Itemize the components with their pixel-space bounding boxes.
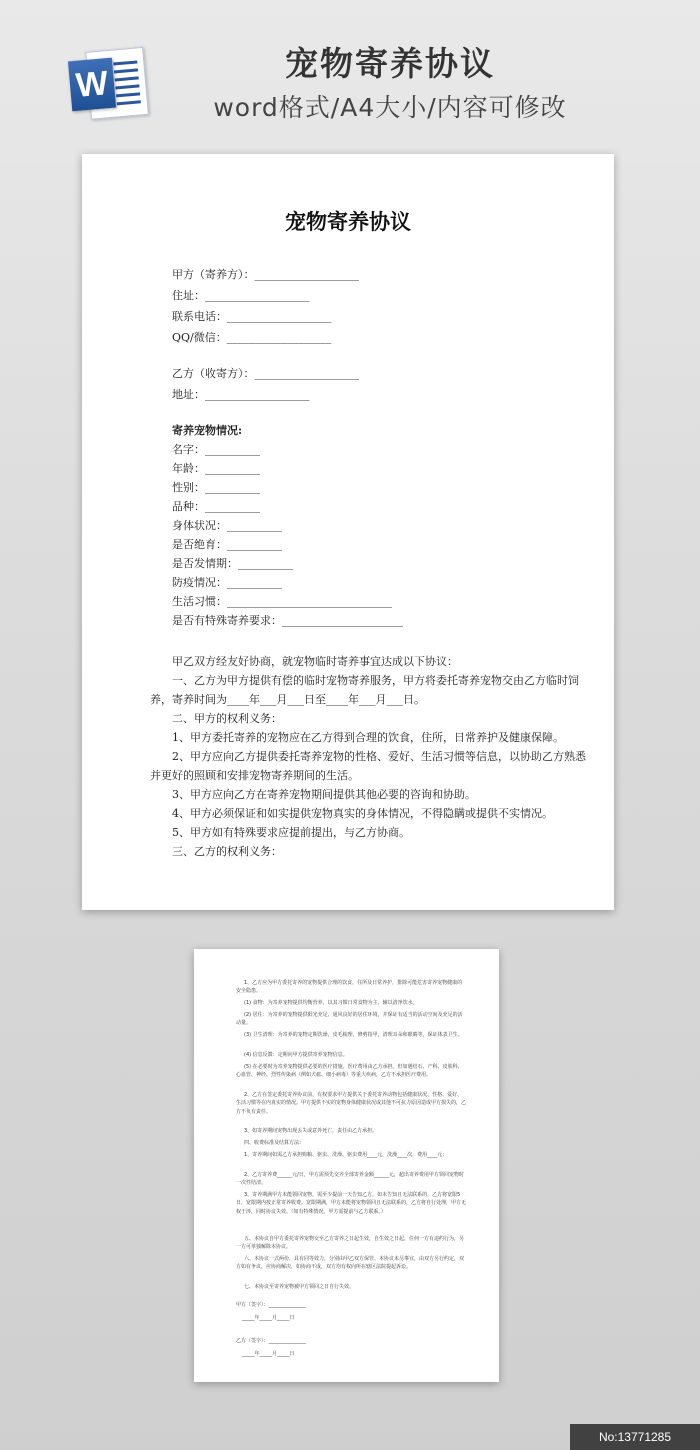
page2-line: 五、本协议自甲方委托寄养宠物交至乙方寄养之日起生效，自生效之日起，任何一方有违约行为，另一方可单独解除本协议。 (236, 1236, 465, 1251)
agreement-paragraph: 三、乙方的权利义务： (172, 845, 282, 858)
agreement-paragraph: 4、甲方必须保证和如实提供宠物真实的身体情况，不得隐瞒或提供不实情况。 (172, 807, 553, 820)
page2-line: (5) 在必要时为寄养宠物提供必要的医疗措施，医疗费用由乙方承担。但如遇结石、产科、皮肤科、心血管、神经、烈性传染病（例如犬瘟、细小病毒）等重大疾病，乙方不承担医疗费用。 (236, 1064, 463, 1079)
word-icon-letter: W (68, 58, 116, 112)
page2-line: 1、寄养期间如需乙方承担购粮、驱虫、洗澡、驱虫费用____元，洗澡____次，费用____元； (244, 1152, 448, 1158)
document-page-1 (82, 154, 614, 910)
page2-line: (2) 居住：为寄养的宠物提供阳光充足、通风良好的居住环境，并保证有适当的活动空间及充足的活动量。 (236, 1012, 463, 1027)
page2-line: 2、乙方寄养费______元/日，甲方需预先交齐全部寄养金额______元，超出寄养费用甲方领回宠物时一次性结清。 (236, 1172, 464, 1187)
pet-heading: 寄养宠物情况: (172, 424, 243, 437)
pet-field: 品种：__________ (172, 500, 260, 513)
page2-line: 四、收费标准及结算方法： (244, 1140, 305, 1146)
page-subtitle: word格式/A4大小/内容可修改 (213, 93, 567, 122)
pet-field: 防疫情况：__________ (172, 576, 282, 589)
party-a-line: QQ/微信：___________________ (172, 331, 332, 344)
agreement-paragraph: 5、甲方如有特殊要求应提前提出，与乙方协商。 (172, 826, 410, 839)
pet-field: 是否发情期：__________ (172, 557, 293, 570)
pet-field: 年龄：__________ (172, 462, 260, 475)
page-title: 宠物寄养协议 (285, 44, 495, 83)
party-a-line: 联系电话：___________________ (172, 310, 332, 323)
party-a-line: 住址：___________________ (172, 289, 310, 302)
page2-line: (4) 信息反馈：定期向甲方提供寄养宠物信息。 (244, 1052, 348, 1058)
pet-field: 名字：__________ (172, 443, 260, 456)
page2-line: 六、本协议一式两份，具有同等效力，分别由甲乙双方保管。本协议未尽事宜，由双方另行约定，双方如有争议，应协商解决，如协商不成，双方均有权向所在辖区法院提起诉讼。 (236, 1256, 465, 1271)
page2-line: (3) 卫生清理：为寄养的宠物定期洗澡，皮毛梳理，修剪指甲，清理耳朵和眼睛等，保证体表卫生。 (244, 1032, 463, 1038)
image-number: No:13771285 (570, 1424, 700, 1450)
page2-line: 七、本协议至寄养宠物被甲方领回之日自行失效。 (244, 1284, 355, 1290)
agreement-paragraph: 1、甲方委托寄养的宠物应在乙方得到合理的饮食，住所，日常养护及健康保障。 (172, 731, 564, 744)
party-a-line: 甲方（寄养方）：___________________ (172, 268, 359, 281)
page2-line: 3、寄养期满甲方未能领回宠物，需至少提前一天告知乙方。如未告知且无法联系的，乙方将宽限5日，宽限期内按正常寄养收费。宽限期满，甲方未能将宠物领回且无法联系的，乙方将自行处理，甲方无权干涉，同时协议失效。（如有特殊情况，甲方需提前与乙方联系。） (236, 1192, 467, 1215)
pet-field: 是否有特殊寄养要求：______________________ (172, 614, 403, 627)
page2-line: 3、如寄养期间宠物出现丢失或意外死亡，责任由乙方承担。 (244, 1128, 378, 1134)
page2-line: 1、乙方应为甲方委托寄养的宠物提供合理的饮食，住所及日常养护，排除可能危害寄养宠物健康的安全隐患。 (236, 980, 463, 995)
agreement-paragraph: 一、乙方为甲方提供有偿的临时宠物寄养服务，甲方将委托寄养宠物交由乙方临时饲养，寄养时间为____年___月___日至____年___月___日。 (150, 674, 579, 706)
agreement-paragraph: 甲乙双方经友好协商，就宠物临时寄养事宜达成以下协议： (172, 655, 458, 668)
signature-line: 乙方（签字）：_______________ (236, 1338, 307, 1344)
document-page-2 (194, 949, 499, 1382)
party-b-line: 地址：___________________ (172, 388, 310, 401)
agreement-paragraph: 二、甲方的权利义务： (172, 712, 282, 725)
signature-line: 甲方（签字）：_______________ (236, 1302, 307, 1308)
pet-field: 是否绝育：__________ (172, 538, 282, 551)
page2-line: 2、乙方在签定委托寄养协议前，有权要求甲方提供关于委托寄养动物包括健康状况、性格、爱好、生活习惯等在内真实的情况。甲方提供不实的宠物身体健康状况或其他不可抗力原因造成甲方损失的，乙方不负有责任。 (236, 1092, 467, 1115)
party-b-line: 乙方（收寄方）：___________________ (172, 367, 359, 380)
pet-field: 性别：__________ (172, 481, 260, 494)
pet-field: 身体状况：__________ (172, 519, 282, 532)
agreement-paragraph: 2、甲方应向乙方提供委托寄养宠物的性格、爱好、生活习惯等信息，以协助乙方熟悉并更好的照顾和安排宠物寄养期间的生活。 (150, 750, 586, 782)
agreement-paragraph: 3、甲方应向乙方在寄养宠物期间提供其他必要的咨询和协助。 (172, 788, 476, 801)
pet-field: 生活习惯：______________________________ (172, 595, 392, 608)
date-line: _____年_____月_____日 (242, 1315, 295, 1321)
page2-line: (1) 食物：为寄养宠物提供均衡营养，以其习惯日常食物为主，辅以清净饮水。 (244, 1000, 418, 1006)
word-icon (65, 39, 154, 128)
document-title: 宠物寄养协议 (285, 209, 411, 234)
date-line: _____年_____月_____日 (242, 1351, 295, 1357)
